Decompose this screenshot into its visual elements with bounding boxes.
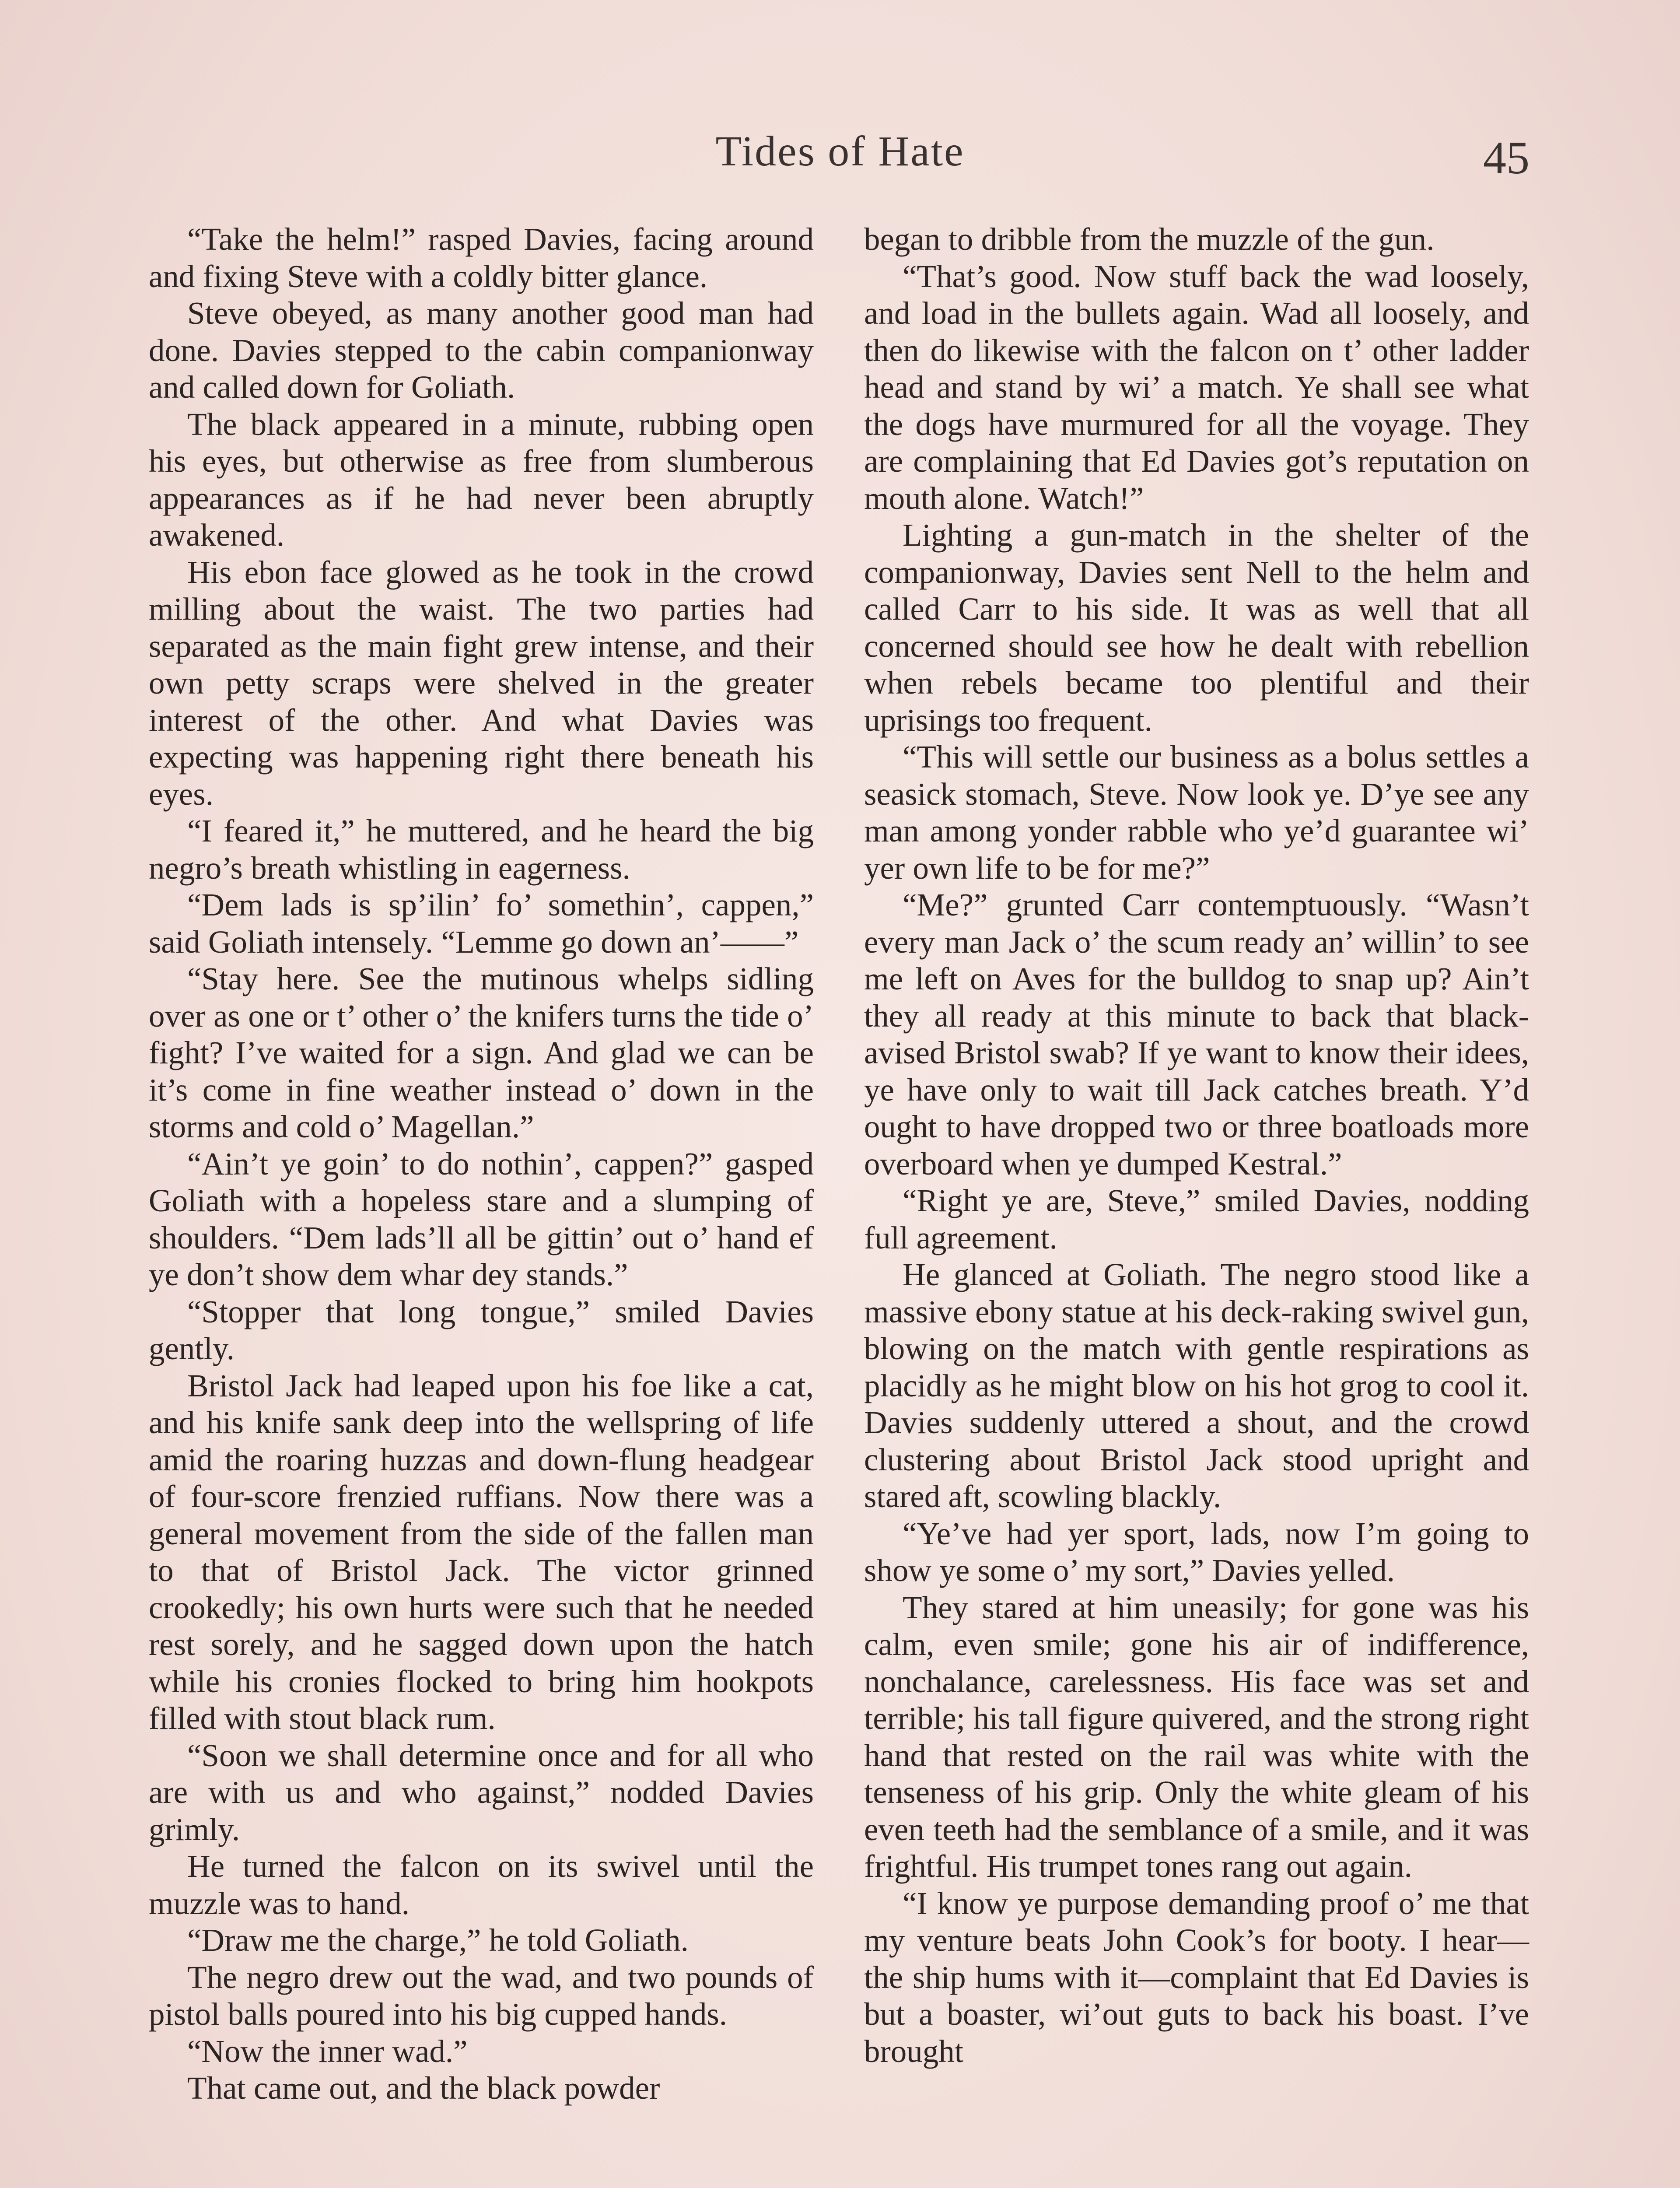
paragraph: That came out, and the black powder [187,2070,660,2106]
paragraph: “Ye’ve had yer sport, lads, now I’m going to show ye some o’ my sort,” Davies yelled. [864,1515,1529,1588]
paragraph: “I feared it,” he muttered, and he heard the big negro’s breath whistling in eagerness. [149,813,814,886]
paragraph: “Now the inner wad.” [187,2033,468,2069]
paragraph: “I know ye purpose demanding proof o’ me that my venture beats John Cook’s for booty. I hear—the ship hums with it—complaint that Ed Davies is but a boaster, wi’out guts to back his boast. I’ve brought [864,1885,1529,2069]
paragraph: He glanced at Goliath. The negro stood like a massive ebony statue at his deck-raking swivel gun, blowing on the match with gentle respirations as placidly as he might blow on his hot grog to cool it. Davies suddenly uttered a shout, and the crowd clustering about Bristol Jack stood upright and stared aft, scowling blackly. [864,1257,1529,1514]
paragraph: “Draw me the charge,” he told Goliath. [187,1922,689,1958]
paragraph: “Stay here. See the mutinous whelps sidling over as one or t’ other o’ the knifers turns the tide o’ fight? I’ve waited for a sign. And glad we can be it’s come in fine weather instead o’ down in the storms and cold o’ Magellan.” [149,961,814,1144]
right-column [864,221,1529,2070]
paragraph: “Me?” grunted Carr contemptuously. “Wasn’t every man Jack o’ the scum ready an’ willin’ to see me left on Aves for the bulldog to snap up? Ain’t they all ready at this minute to back that black-avised Bristol swab? If ye want to know their idees, ye have only to wait till Jack catches breath. Y’d ought to have dropped two or three boatloads more overboard when ye dumped Kestral.” [864,887,1529,1182]
paragraph: Lighting a gun-match in the shelter of the companionway, Davies sent Nell to the helm and called Carr to his side. It was as well that all concerned should see how he dealt with rebellion when rebels became too plentiful and their uprisings too frequent. [864,517,1529,738]
paragraph: Bristol Jack had leaped upon his foe like a cat, and his knife sank deep into the wellspring of life amid the roaring huzzas and down-flung headgear of four-score frenzied ruffians. Now there was a general movement from the side of the fallen man to that of Bristol Jack. The victor grinned crookedly; his own hurts were such that he needed rest sorely, and he sagged down upon the hatch while his cronies flocked to bring him hookpots filled with stout black rum. [149,1368,814,1736]
paragraph: “Soon we shall determine once and for all who are with us and who against,” nodded Davies grimly. [149,1737,814,1847]
page-number: 45 [1483,132,1530,183]
paragraph: The black appeared in a minute, rubbing open his eyes, but otherwise as free from slumberous appearances as if he had never been abruptly awakened. [149,406,814,553]
paragraph: “This will settle our business as a bolus settles a seasick stomach, Steve. Now look ye. D’ye see any man among yonder rabble who ye’d guarantee wi’ yer own life to be for me?” [864,739,1529,886]
paragraph: His ebon face glowed as he took in the crowd milling about the waist. The two parties had separated as the main fight grew intense, and their own petty scraps were shelved in the greater interest of the other. And what Davies was expecting was happening right there beneath his eyes. [149,554,814,812]
running-title: Tides of Hate [715,128,965,175]
paragraph: They stared at him uneasily; for gone was his calm, even smile; gone his air of indifference, nonchalance, carelessness. His face was set and terrible; his tall figure quivered, and the strong right hand that rested on the rail was white with the tenseness of his grip. Only the white gleam of his even teeth had the semblance of a smile, and it was frightful. His trumpet tones rang out again. [864,1589,1529,1884]
paragraph: “Stopper that long tongue,” smiled Davies gently. [149,1294,814,1366]
left-column [149,221,814,2107]
paragraph: “Dem lads is sp’ilin’ fo’ somethin’, cappen,” said Goliath intensely. “Lemme go down an’——” [149,887,814,960]
paragraph: He turned the falcon on its swivel until the muzzle was to hand. [149,1848,814,1921]
paragraph: The negro drew out the wad, and two pounds of pistol balls poured into his big cupped hands. [149,1959,814,2032]
paragraph: “Right ye are, Steve,” smiled Davies, nodding full agreement. [864,1183,1529,1255]
paragraph: “Take the helm!” rasped Davies, facing around and fixing Steve with a coldly bitter glance. [149,221,814,294]
paragraph: Steve obeyed, as many another good man had done. Davies stepped to the cabin companionway and called down for Goliath. [149,295,814,405]
paragraph: “That’s good. Now stuff back the wad loosely, and load in the bullets again. Wad all loosely, and then do likewise with the falcon on t’ other ladder head and stand by wi’ a match. Ye shall see what the dogs have murmured for all the voyage. They are complaining that Ed Davies got’s reputation on mouth alone. Watch!” [864,258,1529,516]
paragraph: “Ain’t ye goin’ to do nothin’, cappen?” gasped Goliath with a hopeless stare and a slumping of shoulders. “Dem lads’ll all be gittin’ out o’ hand ef ye don’t show dem whar dey stands.” [149,1146,814,1292]
paragraph-continuation: began to dribble from the muzzle of the gun. [864,221,1435,257]
